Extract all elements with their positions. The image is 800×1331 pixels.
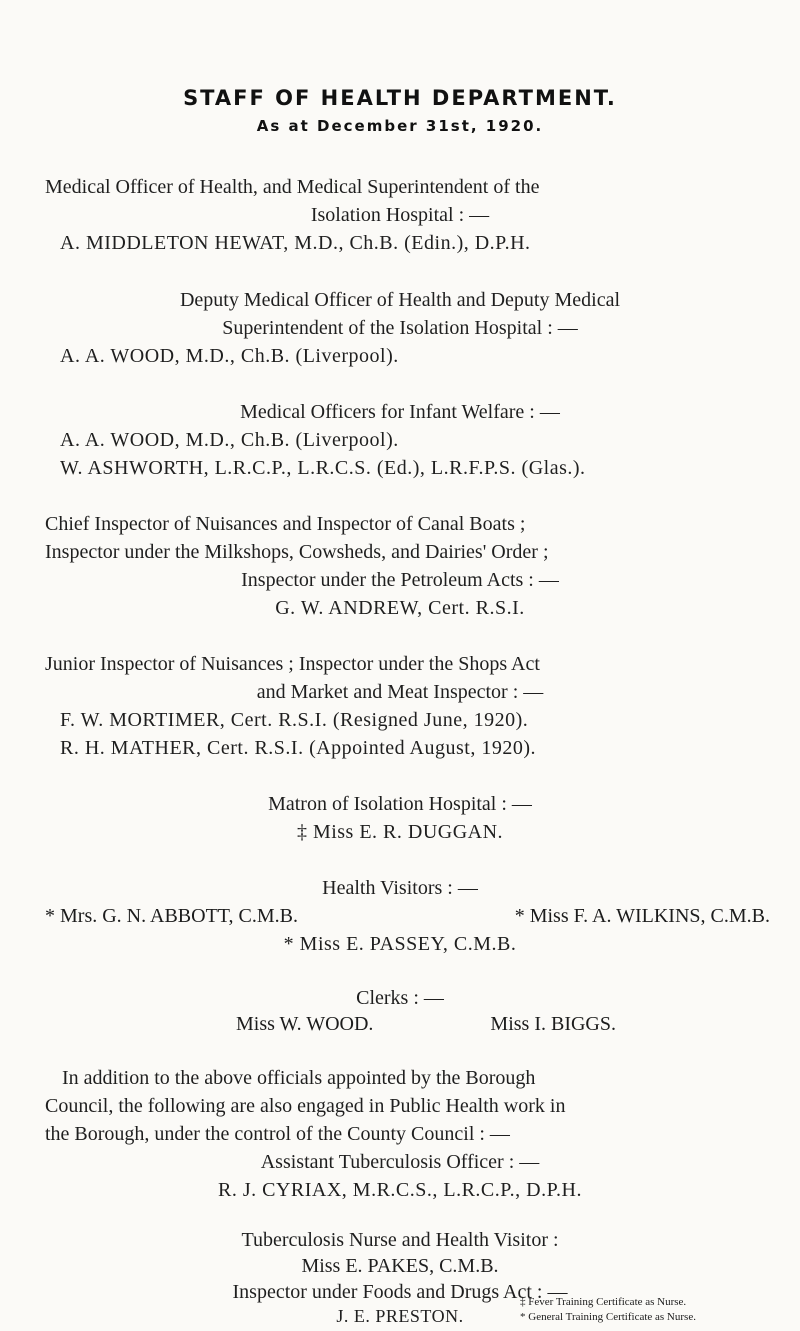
moh-role-line1: Medical Officer of Health, and Medical Superintendent of the: [45, 176, 540, 198]
matron-name: ‡ Miss E. R. DUGGAN.: [296, 821, 504, 843]
health-visitor-name-2: * Miss F. A. WILKINS, C.M.B.: [514, 905, 770, 927]
footnote-general: * General Training Certificate as Nurse.: [520, 1311, 696, 1323]
moh-role-line2: Isolation Hospital : —: [310, 204, 490, 226]
tuberculosis-officer-name: R. J. CYRIAX, M.R.C.S., L.R.C.P., D.P.H.: [218, 1179, 582, 1201]
tuberculosis-nurse-name: Miss E. PAKES, C.M.B.: [301, 1255, 499, 1277]
footnote-fever: ‡ Fever Training Certificate as Nurse.: [520, 1296, 687, 1308]
clerk-name-1: Miss W. WOOD.: [236, 1013, 374, 1035]
addition-line3: the Borough, under the control of the County Council : —: [45, 1123, 510, 1145]
health-visitor-name-1: * Mrs. G. N. ABBOTT, C.M.B.: [45, 905, 298, 927]
chief-inspector-role-line3: Inspector under the Petroleum Acts : —: [241, 569, 559, 591]
chief-inspector-role-line2: Inspector under the Milkshops, Cowsheds, and Dairies' Order ;: [45, 541, 549, 563]
infant-welfare-name-2: W. ASHWORTH, L.R.C.P., L.R.C.S. (Ed.), L.R.F.P.S. (Glas.).: [60, 457, 586, 479]
health-visitors-row: [45, 904, 770, 928]
deputy-name: A. A. WOOD, M.D., Ch.B. (Liverpool).: [60, 345, 399, 367]
page-subtitle: As at December 31st, 1920.: [256, 117, 544, 135]
junior-inspector-role-line1: Junior Inspector of Nuisances ; Inspector under the Shops Act: [45, 653, 540, 675]
junior-inspector-name-1: F. W. MORTIMER, Cert. R.S.I. (Resigned June, 1920).: [60, 709, 529, 731]
page-title: STAFF OF HEALTH DEPARTMENT.: [183, 86, 617, 110]
chief-inspector-role-line1: Chief Inspector of Nuisances and Inspector of Canal Boats ;: [45, 513, 526, 535]
moh-name: A. MIDDLETON HEWAT, M.D., Ch.B. (Edin.), D.P.H.: [60, 232, 531, 254]
tuberculosis-officer-role: Assistant Tuberculosis Officer : —: [260, 1151, 540, 1173]
clerks-row: [236, 1012, 616, 1036]
matron-role: Matron of Isolation Hospital : —: [268, 793, 532, 815]
infant-welfare-role: Medical Officers for Infant Welfare : —: [240, 401, 560, 423]
deputy-role-line2: Superintendent of the Isolation Hospital : —: [222, 317, 578, 339]
addition-line1: In addition to the above officials appointed by the Borough: [62, 1067, 536, 1089]
addition-line2: Council, the following are also engaged in Public Health work in: [45, 1095, 566, 1117]
infant-welfare-name-1: A. A. WOOD, M.D., Ch.B. (Liverpool).: [60, 429, 399, 451]
food-inspector-name: J. E. PRESTON.: [336, 1306, 464, 1326]
chief-inspector-name: G. W. ANDREW, Cert. R.S.I.: [275, 597, 525, 619]
deputy-role-line1: Deputy Medical Officer of Health and Deputy Medical: [179, 289, 621, 311]
health-visitors-role: Health Visitors : —: [322, 877, 478, 899]
health-visitor-name-3: * Miss E. PASSEY, C.M.B.: [283, 933, 517, 955]
clerks-role: Clerks : —: [356, 987, 444, 1009]
clerk-name-2: Miss I. BIGGS.: [490, 1013, 616, 1035]
junior-inspector-name-2: R. H. MATHER, Cert. R.S.I. (Appointed August, 1920).: [60, 737, 536, 759]
junior-inspector-role-line2: and Market and Meat Inspector : —: [256, 681, 544, 703]
tuberculosis-nurse-role: Tuberculosis Nurse and Health Visitor :: [241, 1229, 559, 1251]
food-inspector-role: Inspector under Foods and Drugs Act : —: [232, 1281, 568, 1303]
